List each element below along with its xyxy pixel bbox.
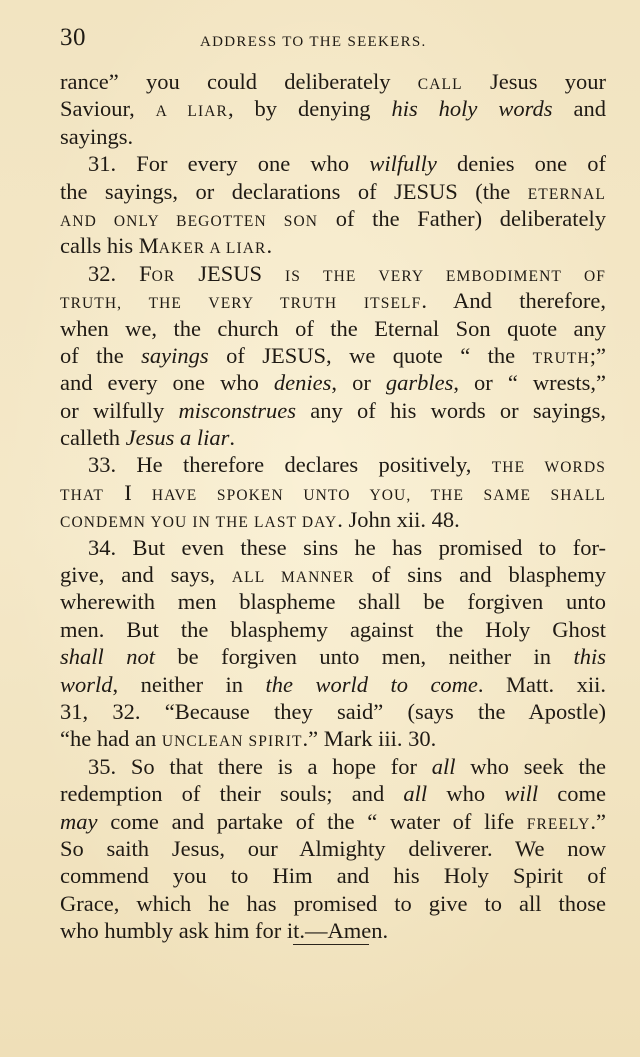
text-line: 32. FOR JESUS IS THE VERY EMBODIMENT OF [88,260,607,286]
text-line: of the sayings of JESUS, we quote “ the TRUTH;” [60,342,606,368]
text-line: when we, the church of the Eternal Son quote any [60,315,606,341]
text-line: or wilfully misconstrues any of his words or sayings, [60,397,606,423]
text-line: 34. But even these sins he has promised to for- [88,534,606,560]
body-text [60,68,606,945]
text-line: who humbly ask him for it.—Amen. [60,918,389,944]
text-line: “he had an UNCLEAN SPIRIT.” Mark iii. 30. [60,726,437,752]
text-line: world, neither in the world to come. Matt. xii. [60,671,606,697]
text-line: THAT I HAVE SPOKEN UNTO YOU, THE SAME SHALL [60,479,607,505]
text-line: So saith Jesus, our Almighty deliverer. We now [60,835,606,861]
text-line: 31. For every one who wilfully denies one of [88,151,606,177]
closing-rule [293,944,369,945]
text-line: calleth Jesus a liar. [60,425,235,451]
text-line: commend you to Him and his Holy Spirit of [60,863,606,889]
text-line: rance” you could deliberately CALL Jesus your [60,69,607,94]
running-head: ADDRESS TO THE SEEKERS. [200,34,427,50]
text-line: Grace, which he has promised to give to all those [60,890,606,916]
page-number: 30 [60,24,86,51]
text-line: may come and partake of the “ water of life FREELY.” [60,808,606,834]
text-line: 33. He therefore declares positively, THE WORDS [88,452,606,478]
text-line: and every one who denies, or garbles, or “ wrests,” [60,370,606,396]
text-line: 31, 32. “Because they said” (says the Apostle) [60,698,606,724]
text-line: calls his MAKER A LIAR. [60,233,273,259]
text-line: AND ONLY BEGOTTEN SON of the Father) deliberately [60,205,606,231]
text-line: Saviour, A LIAR, by denying his holy words and [60,96,606,122]
text-line: 35. So that there is a hope for all who seek the [88,753,607,779]
text-line: men. But the blasphemy against the Holy Ghost [60,616,606,642]
text-line: shall not be forgiven unto men, neither in this [60,644,607,670]
text-line: the sayings, or declarations of JESUS (the ETERNAL [60,178,606,204]
page-header [60,24,606,60]
text-line: TRUTH, THE VERY TRUTH ITSELF. And therefore, [60,288,607,314]
text-line: give, and says, ALL MANNER of sins and blasphemy [60,562,606,588]
text-line: sayings. [60,123,134,149]
text-line: CONDEMN YOU IN THE LAST DAY. John xii. 48. [60,507,460,533]
text-line: wherewith men blaspheme shall be forgiven unto [60,589,606,615]
text-line: redemption of their souls; and all who will come [60,781,606,807]
